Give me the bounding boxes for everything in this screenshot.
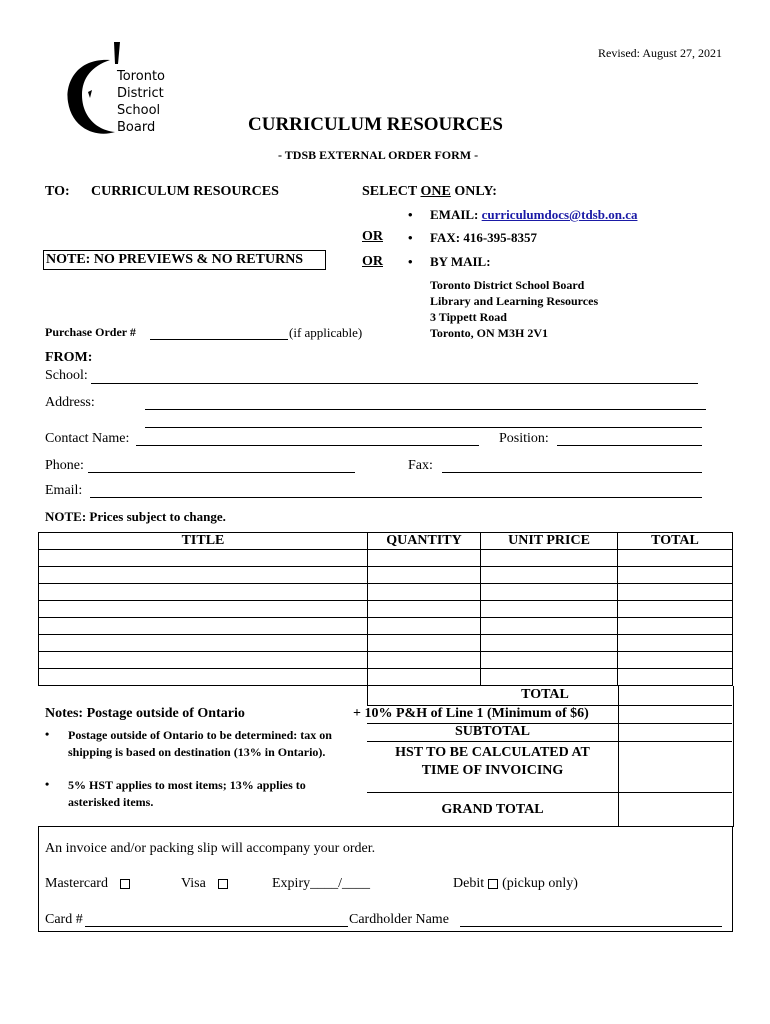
bullet-icon: • (45, 727, 50, 741)
logo-line: Toronto (117, 69, 165, 84)
mail-address: Toronto District School Board Library and Learning Resources 3 Tippett Road Toronto, ON M3H 2V1 (430, 278, 599, 340)
debit-option: Debit (pickup only) (453, 876, 578, 891)
total-label: TOTAL (521, 687, 569, 702)
address-input-line[interactable] (145, 409, 706, 410)
note-item-2: 5% HST applies to most items; 13% applies to asterisked items. (68, 778, 306, 809)
expiry-field[interactable]: Expiry____/____ (272, 876, 370, 891)
tdsb-logo (60, 40, 180, 140)
po-label: Purchase Order # (45, 325, 136, 339)
contact-label: Contact Name: (45, 431, 130, 446)
visa-option: Visa (181, 876, 228, 892)
fax-label: Fax: (408, 458, 433, 473)
table-row[interactable] (39, 669, 733, 686)
note-no-returns: NOTE: NO PREVIEWS & NO RETURNS (43, 250, 326, 270)
table-row[interactable] (39, 567, 733, 584)
address-input-line-2[interactable] (145, 427, 702, 428)
totals-amount-column[interactable] (618, 686, 734, 827)
notes-title: Notes: Postage outside of Ontario (45, 706, 245, 721)
card-label: Card # (45, 912, 83, 927)
cardholder-input-line[interactable] (460, 926, 722, 927)
table-row[interactable] (39, 601, 733, 618)
col-total: TOTAL (618, 533, 733, 550)
logo-line: Board (117, 120, 156, 135)
subtotal-label: SUBTOTAL (455, 724, 530, 739)
fax-option: FAX: 416-395-8357 (430, 230, 537, 245)
bullet-icon: • (408, 230, 413, 245)
email-label: Email: (45, 483, 83, 498)
bullet-icon: • (408, 207, 413, 222)
table-row[interactable] (39, 550, 733, 567)
position-label: Position: (499, 431, 549, 446)
select-title: SELECT ONE ONLY: (362, 184, 497, 199)
or-label: OR (362, 254, 383, 269)
phone-input-line[interactable] (88, 472, 355, 473)
col-quantity: QUANTITY (368, 533, 481, 550)
logo-line: School (117, 103, 161, 118)
table-row[interactable] (39, 635, 733, 652)
visa-checkbox[interactable] (218, 879, 228, 889)
grand-total-label: GRAND TOTAL (441, 802, 544, 817)
email-link[interactable]: curriculumdocs@tdsb.on.ca (481, 207, 638, 222)
to-value: CURRICULUM RESOURCES (91, 184, 279, 199)
col-unit-price: UNIT PRICE (481, 533, 618, 550)
address-label: Address: (45, 395, 95, 410)
table-row[interactable] (39, 652, 733, 669)
po-hint: (if applicable) (289, 325, 363, 340)
mail-option: BY MAIL: (430, 254, 491, 269)
note-item-1: Postage outside of Ontario to be determined: tax on shipping is based on destination (13% in Ontario). (68, 728, 332, 759)
hst-label: HST TO BE CALCULATED AT TIME OF INVOICING (395, 745, 590, 778)
email-input-line[interactable] (90, 497, 702, 498)
school-label: School: (45, 368, 88, 383)
table-header-row (39, 533, 733, 550)
mastercard-checkbox[interactable] (120, 879, 130, 889)
page-title: CURRICULUM RESOURCES (248, 114, 503, 135)
table-row[interactable] (39, 618, 733, 635)
bullet-icon: • (45, 777, 50, 791)
email-option: EMAIL: curriculumdocs@tdsb.on.ca (430, 207, 638, 222)
bullet-icon: • (408, 254, 413, 269)
contact-input-line[interactable] (136, 445, 479, 446)
mastercard-option: Mastercard (45, 876, 130, 892)
col-title: TITLE (39, 533, 368, 550)
fax-input-line[interactable] (442, 472, 702, 473)
or-label: OR (362, 229, 383, 244)
phone-label: Phone: (45, 458, 84, 473)
invoice-note: An invoice and/or packing slip will accompany your order. (45, 841, 376, 856)
page-subtitle: - TDSB EXTERNAL ORDER FORM - (278, 148, 479, 162)
debit-checkbox[interactable] (488, 879, 498, 889)
revised-date: Revised: August 27, 2021 (598, 46, 723, 60)
note-prices: NOTE: Prices subject to change. (45, 509, 226, 524)
order-table (38, 532, 733, 686)
po-input-line[interactable] (150, 339, 288, 340)
to-label: TO: (45, 184, 70, 199)
cardholder-label: Cardholder Name (349, 912, 449, 927)
position-input-line[interactable] (557, 445, 702, 446)
table-row[interactable] (39, 584, 733, 601)
ph-label: + 10% P&H of Line 1 (Minimum of $6) (353, 706, 589, 721)
card-input-line[interactable] (85, 926, 348, 927)
school-input-line[interactable] (91, 383, 698, 384)
logo-line: District (117, 86, 164, 101)
from-title: FROM: (45, 350, 93, 365)
